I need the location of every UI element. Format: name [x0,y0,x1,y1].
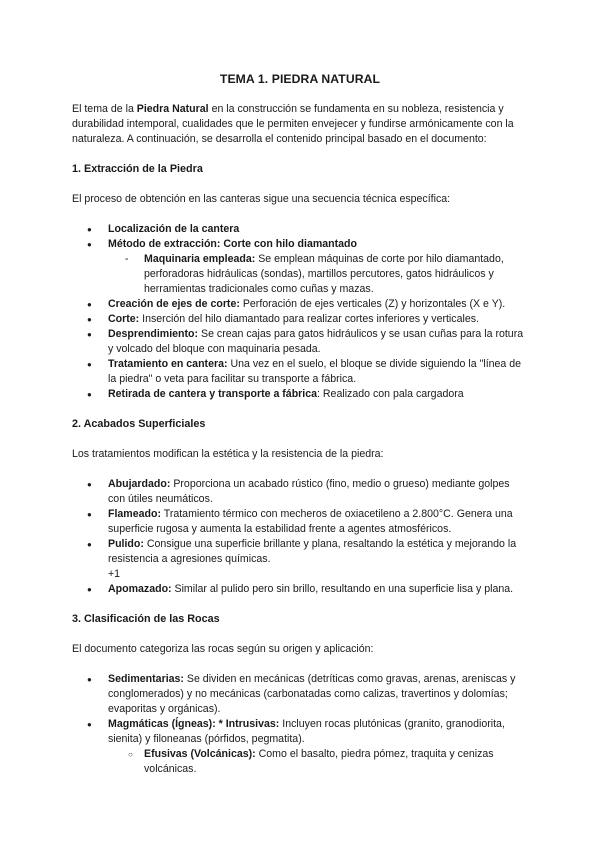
citation-marker: +1 [108,568,121,580]
page-title: TEMA 1. PIEDRA NATURAL [219,72,381,86]
section-2-intro: Los tratamientos modifican la estética y la resistencia de la piedra: [72,448,384,460]
section-1-heading: 1. Extracción de la Piedra [72,163,203,175]
intro-paragraph [72,102,528,147]
section-3-heading: 3. Clasificación de las Rocas [72,613,220,625]
sub-list-item: ○ Efusivas (Volcánicas): Como el basalto, piedra pómez, traquita y cenizas volcánicas. [72,747,528,777]
section-3-intro: El documento categoriza las rocas según su origen y aplicación: [72,643,374,655]
section-1-list [72,222,528,402]
list-item: ● Localización de la cantera [72,222,528,237]
list-item: ● Corte: Inserción del hilo diamantado para realizar cortes inferiores y verticales. [72,312,528,327]
list-item: ● Método de extracción: Corte con hilo diamantado [72,237,528,252]
list-item: ● Tratamiento en cantera: Una vez en el suelo, el bloque se divide siguiendo la "línea de la piedra" o veta para facilitar su transporte a fábrica. [72,357,528,387]
intro-post: en la construcción se fundamenta en su nobleza, resistencia y durabilidad intemporal, cualidades que le permiten envejecer y fundirse armónicamente con la naturaleza. A continuación, se desarrolla el contenido principal basado en el documento: [72,103,514,145]
sub-list-item: - Maquinaria empleada: Se emplean máquinas de corte por hilo diamantado, perforadoras hidráulicas (sondas), martillos percutores, gatos hidráulicos y herramientas tradicionales como cuñas y mazas. [72,252,528,297]
list-item: ● Sedimentarias: Se dividen en mecánicas (detríticas como gravas, arenas, areniscas y conglomerados) y no mecánicas (carbonatadas como calizas, travertinos y dolomías; evaporitas y orgánicas). [72,672,528,717]
section-1-intro: El proceso de obtención en las canteras sigue una secuencia técnica específica: [72,193,451,205]
section-3-list [72,672,528,777]
list-item: ● Magmáticas (Ígneas): * Intrusivas: Incluyen rocas plutónicas (granito, granodiorita, sienita) y filoneanas (pórfidos, pegmatita). [72,717,528,747]
list-item: ● Abujardado: Proporciona un acabado rústico (fino, medio o grueso) mediante golpes con útiles neumáticos. [72,477,528,507]
list-item: ● Pulido: Consigue una superficie brillante y plana, resaltando la estética y mejorando la resistencia a agresiones químicas. +1 [72,537,528,582]
section-2-list [72,477,528,597]
list-item: ● Apomazado: Similar al pulido pero sin brillo, resultando en una superficie lisa y plana. [72,582,528,597]
list-item: ● Creación de ejes de corte: Perforación de ejes verticales (Z) y horizontales (X e Y). [72,297,528,312]
section-2-heading: 2. Acabados Superficiales [72,418,206,430]
list-item: ● Retirada de cantera y transporte a fábrica: Realizado con pala cargadora [72,387,528,402]
list-item: ● Desprendimiento: Se crean cajas para gatos hidráulicos y se usan cuñas para la rotura y volcado del bloque con maquinaria pesada. [72,327,528,357]
intro-bold: Piedra Natural [136,103,209,115]
list-item: ● Flameado: Tratamiento térmico con mecheros de oxiacetileno a 2.800°C. Genera una superficie rugosa y aumenta la estabilidad frente a agentes atmosféricos. [72,507,528,537]
intro-pre: El tema de la [72,103,137,115]
